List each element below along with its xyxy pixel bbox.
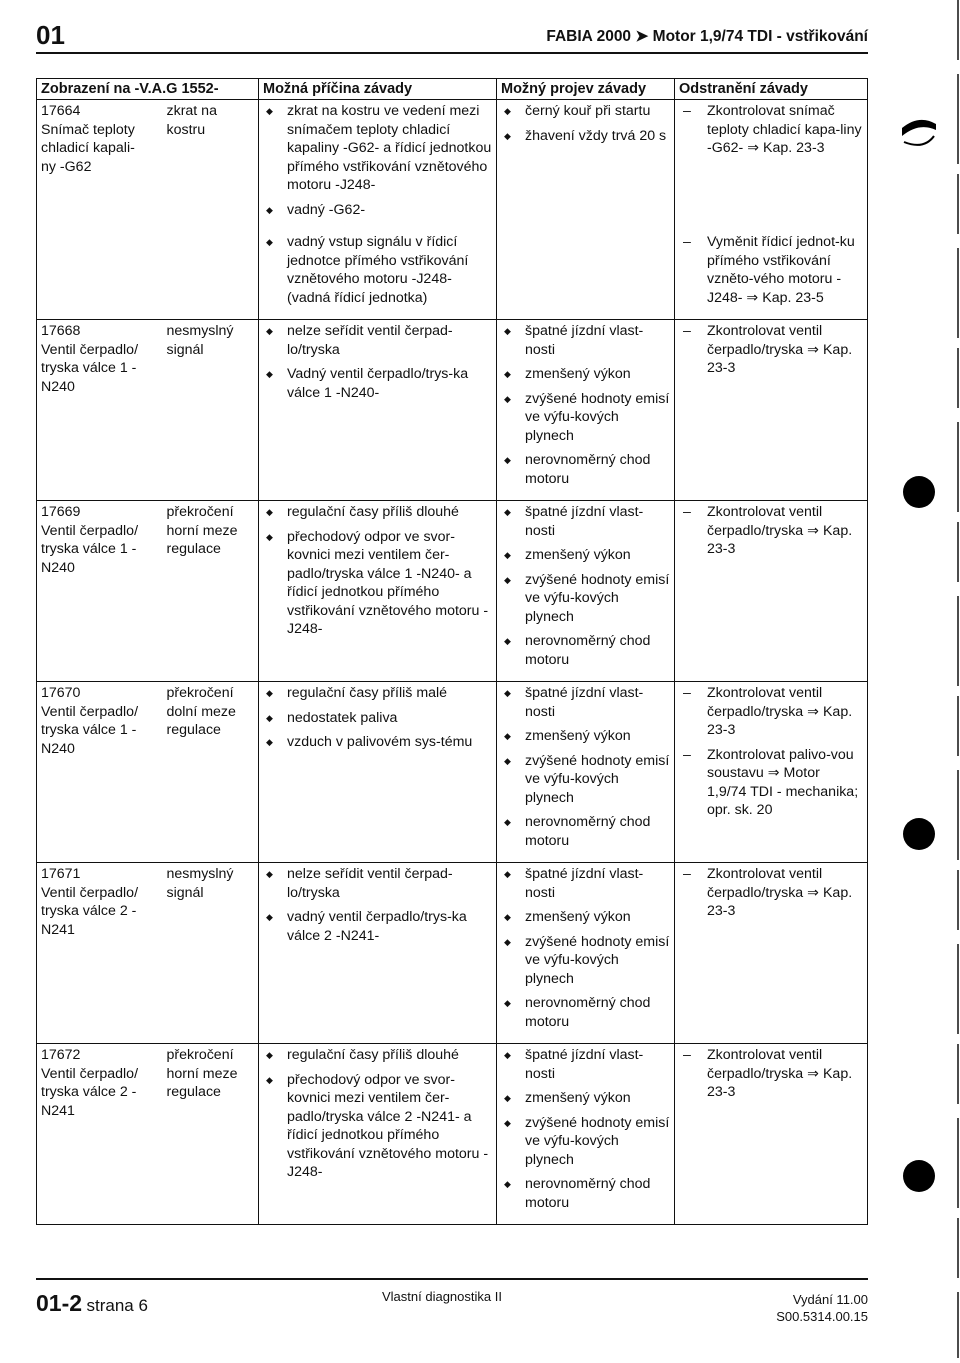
cause-cell	[259, 1044, 497, 1225]
fix-item-list	[679, 865, 863, 921]
error-type-cell: nesmyslný signál	[163, 320, 259, 501]
cause-item-list	[263, 503, 492, 639]
table-row	[37, 231, 868, 320]
effect-cell	[497, 501, 675, 682]
cause-item-list	[263, 322, 492, 402]
effect-item: ◆ zmenšený výkon	[501, 546, 670, 565]
effect-item: ◆ špatné jízdní vlast-nosti	[501, 322, 670, 359]
effect-item: ◆ zvýšené hodnoty emisí ve výfu-kových plynech	[501, 933, 670, 989]
col-header-fix: Odstranění závady	[675, 79, 868, 100]
fix-cell	[675, 231, 868, 320]
effect-item: ◆ nerovnoměrný chod motoru	[501, 1175, 670, 1212]
effect-cell	[497, 320, 675, 501]
cause-cell	[259, 100, 497, 232]
footer-doc-number: S00.5314.00.15	[776, 1309, 868, 1324]
cause-item-list	[263, 684, 492, 752]
cause-item: ◆ nedostatek paliva	[263, 709, 492, 728]
cause-item: ◆ vadný vstup signálu v řídicí jednotce přímého vstřikování vznětového motoru -J248- (vadná řídicí jednotka)	[263, 233, 492, 307]
fix-item: – Vyměnit řídicí jednot-ku přímého vstřikování vzněto-vého motoru -J248- ⇒ Kap. 23-5	[679, 233, 863, 307]
cause-item: ◆ přechodový odpor ve svor-kovnici mezi ventilem čer-padlo/tryska válce 1 -N240- a řídicí jednotkou přímého vstřikování vznětového motoru -J248-	[263, 528, 492, 639]
table-row	[37, 682, 868, 863]
effect-item: ◆ nerovnoměrný chod motoru	[501, 994, 670, 1031]
effect-cell	[497, 1044, 675, 1225]
effect-item-list	[501, 1046, 670, 1212]
footer-rule	[36, 1278, 868, 1280]
effect-item-list	[501, 865, 670, 1031]
cause-item-list	[263, 865, 492, 945]
cause-item-list	[263, 1046, 492, 1182]
fix-item-list	[679, 503, 863, 559]
effect-item: ◆ černý kouř při startu	[501, 102, 670, 121]
footer-page-code: 01-2	[36, 1290, 83, 1316]
cause-item: ◆ regulační časy příliš dlouhé	[263, 1046, 492, 1065]
effect-item: ◆ špatné jízdní vlast-nosti	[501, 1046, 670, 1083]
fix-item-list	[679, 1046, 863, 1102]
effect-item: ◆ zvýšené hodnoty emisí ve výfu-kových plynech	[501, 390, 670, 446]
effect-item: ◆ špatné jízdní vlast-nosti	[501, 503, 670, 540]
table-row	[37, 100, 868, 232]
fix-cell	[675, 1044, 868, 1225]
cause-cell	[259, 501, 497, 682]
error-code-cell	[37, 231, 163, 320]
cause-cell	[259, 863, 497, 1044]
table-body	[37, 100, 868, 1225]
table-row	[37, 1044, 868, 1225]
page-edge	[956, 0, 960, 1358]
effect-cell	[497, 100, 675, 232]
binding-hole-icon	[903, 1160, 935, 1192]
effect-item: ◆ nerovnoměrný chod motoru	[501, 813, 670, 850]
effect-item-list	[501, 102, 670, 145]
effect-item-list	[501, 322, 670, 488]
effect-item: ◆ nerovnoměrný chod motoru	[501, 451, 670, 488]
effect-item: ◆ zmenšený výkon	[501, 727, 670, 746]
fix-cell	[675, 320, 868, 501]
footer-edition: Vydání 11.00	[792, 1292, 868, 1307]
fix-cell	[675, 100, 868, 232]
binding-hole-icon	[903, 476, 935, 508]
footer-page-label: strana 6	[86, 1296, 148, 1315]
fix-item: – Zkontrolovat ventil čerpadlo/tryska ⇒ Kap. 23-3	[679, 503, 863, 559]
cause-item: ◆ zkrat na kostru ve vedení mezi snímačem teploty chladicí kapaliny -G62- a řídicí jednotkou přímého vstřikování vznětového motoru -J248-	[263, 102, 492, 195]
fix-cell	[675, 863, 868, 1044]
fix-item: – Zkontrolovat ventil čerpadlo/tryska ⇒ Kap. 23-3	[679, 1046, 863, 1102]
fault-code-table	[36, 78, 868, 1225]
fix-item-list	[679, 684, 863, 820]
effect-item: ◆ špatné jízdní vlast-nosti	[501, 865, 670, 902]
header-rule	[36, 52, 868, 54]
diagnostic-table-wrapper	[36, 78, 867, 1225]
cause-item: ◆ regulační časy příliš dlouhé	[263, 503, 492, 522]
cause-cell	[259, 231, 497, 320]
fix-item: – Zkontrolovat ventil čerpadlo/tryska ⇒ Kap. 23-3	[679, 865, 863, 921]
effect-item-list	[501, 684, 670, 850]
fix-item: – Zkontrolovat snímač teploty chladicí kapa-liny -G62- ⇒ Kap. 23-3	[679, 102, 863, 158]
effect-cell	[497, 682, 675, 863]
col-header-display: Zobrazení na -V.A.G 1552-	[37, 79, 259, 100]
fix-item: – Zkontrolovat ventil čerpadlo/tryska ⇒ Kap. 23-3	[679, 684, 863, 740]
binding-hole-icon	[903, 818, 935, 850]
table-row	[37, 501, 868, 682]
error-code-cell: 17670 Ventil čerpadlo/ tryska válce 1 - N240	[37, 682, 163, 863]
effect-item: ◆ zvýšené hodnoty emisí ve výfu-kových plynech	[501, 571, 670, 627]
effect-item: ◆ zmenšený výkon	[501, 908, 670, 927]
error-code-cell: 17669 Ventil čerpadlo/ tryska válce 1 - N240	[37, 501, 163, 682]
table-header-row	[37, 79, 868, 100]
binding-clip-icon	[900, 108, 938, 160]
error-type-cell: překročení dolní meze regulace	[163, 682, 259, 863]
fix-cell	[675, 501, 868, 682]
effect-item: ◆ žhavení vždy trvá 20 s	[501, 127, 670, 146]
error-type-cell: zkrat na kostru	[163, 100, 259, 232]
effect-item: ◆ zvýšené hodnoty emisí ve výfu-kových plynech	[501, 752, 670, 808]
fix-item-list	[679, 322, 863, 378]
error-code-cell: 17672 Ventil čerpadlo/ tryska válce 2 - N241	[37, 1044, 163, 1225]
cause-item: ◆ nelze seřídit ventil čerpad-lo/tryska	[263, 865, 492, 902]
fix-item-list	[679, 233, 863, 307]
fix-item: – Zkontrolovat palivo-vou soustavu ⇒ Motor 1,9/74 TDI - mechanika; opr. sk. 20	[679, 746, 863, 820]
cause-cell	[259, 682, 497, 863]
table-row	[37, 863, 868, 1044]
table-row	[37, 320, 868, 501]
footer-title: Vlastní diagnostika II	[382, 1289, 502, 1304]
cause-cell	[259, 320, 497, 501]
col-header-cause: Možná příčina závady	[259, 79, 497, 100]
cause-item: ◆ Vadný ventil čerpadlo/trys-ka válce 1 -N240-	[263, 365, 492, 402]
cause-item: ◆ regulační časy příliš malé	[263, 684, 492, 703]
error-type-cell: nesmyslný signál	[163, 863, 259, 1044]
effect-item: ◆ zmenšený výkon	[501, 1089, 670, 1108]
effect-item-list	[501, 503, 670, 669]
error-type-cell: překročení horní meze regulace	[163, 1044, 259, 1225]
fix-cell	[675, 682, 868, 863]
cause-item-list	[263, 102, 492, 219]
error-type-cell: překročení horní meze regulace	[163, 501, 259, 682]
cause-item-list	[263, 233, 492, 307]
cause-item: ◆ přechodový odpor ve svor-kovnici mezi ventilem čer-padlo/tryska válce 2 -N241- a řídicí jednotkou přímého vstřikování vznětového motoru -J248-	[263, 1071, 492, 1182]
footer-page	[36, 1290, 148, 1317]
cause-item: ◆ vzduch v palivovém sys-tému	[263, 733, 492, 752]
effect-cell	[497, 863, 675, 1044]
error-code-cell: 17664 Snímač teploty chladicí kapali- ny -G62	[37, 100, 163, 232]
error-code-cell: 17671 Ventil čerpadlo/ tryska válce 2 - N241	[37, 863, 163, 1044]
fix-item: – Zkontrolovat ventil čerpadlo/tryska ⇒ Kap. 23-3	[679, 322, 863, 378]
page-title: FABIA 2000 ➤ Motor 1,9/74 TDI - vstřikování	[546, 28, 868, 45]
effect-item: ◆ zvýšené hodnoty emisí ve výfu-kových plynech	[501, 1114, 670, 1170]
cause-item: ◆ vadný -G62-	[263, 201, 492, 220]
section-number: 01	[36, 20, 65, 50]
effect-item: ◆ nerovnoměrný chod motoru	[501, 632, 670, 669]
effect-item: ◆ špatné jízdní vlast-nosti	[501, 684, 670, 721]
cause-item: ◆ vadný ventil čerpadlo/trys-ka válce 2 -N241-	[263, 908, 492, 945]
error-type-cell	[163, 231, 259, 320]
effect-cell	[497, 231, 675, 320]
fix-item-list	[679, 102, 863, 158]
cause-item: ◆ nelze seřídit ventil čerpad-lo/tryska	[263, 322, 492, 359]
effect-item: ◆ zmenšený výkon	[501, 365, 670, 384]
footer-meta	[776, 1291, 868, 1325]
error-code-cell: 17668 Ventil čerpadlo/ tryska válce 1 - N240	[37, 320, 163, 501]
col-header-effect: Možný projev závady	[497, 79, 675, 100]
